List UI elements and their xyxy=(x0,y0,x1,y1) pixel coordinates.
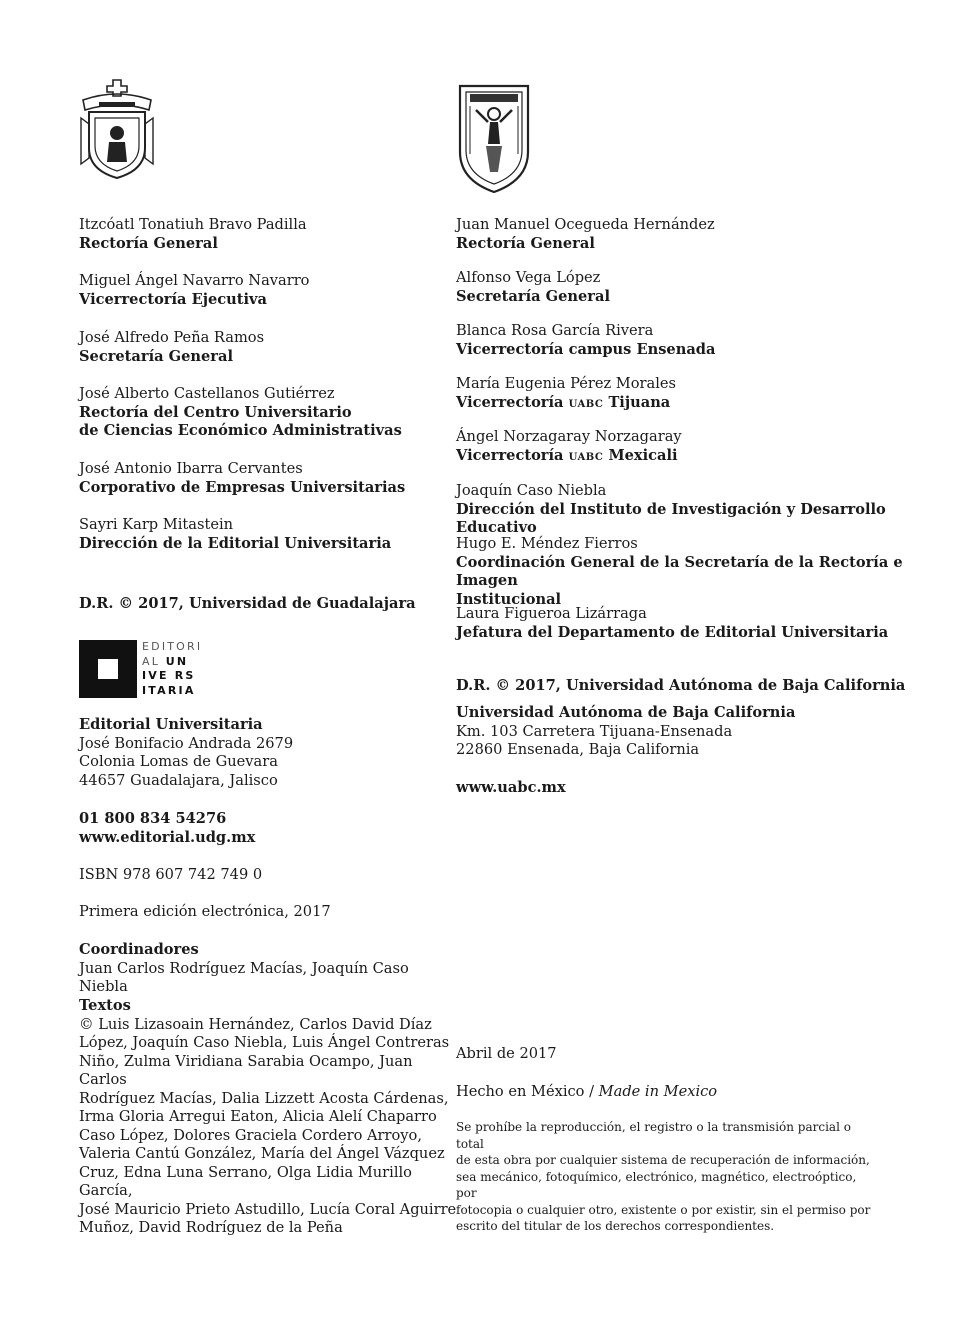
editorial-logo-text: EDITORI AL UN IVE RS ITARIA xyxy=(142,640,203,697)
authority-uabc-mexicali: Ángel Norzagaray Norzagaray Vicerrectoría uabc Mexicali xyxy=(456,428,682,464)
made-in: Hecho en México / Made in Mexico xyxy=(456,1083,718,1100)
edition: Primera edición electrónica, 2017 xyxy=(79,903,331,920)
authority-corporativo: José Antonio Ibarra Cervantes Corporativo de Empresas Universitarias xyxy=(79,460,406,496)
authority-secretario: José Alfredo Peña Ramos Secretaría General xyxy=(79,329,265,365)
editorial-square-icon xyxy=(79,640,137,698)
uabc-web: www.uabc.mx xyxy=(456,779,566,796)
uabc-address: Universidad Autónoma de Baja California Km. 103 Carretera Tijuana-Ensenada 22860 Ensenada, Baja California xyxy=(456,704,796,758)
authority-uabc-coordinacion: Hugo E. Méndez Fierros Coordinación General de la Secretaría de la Rectoría e Imagen Institucional xyxy=(456,535,903,608)
publication-date: Abril de 2017 xyxy=(456,1045,557,1062)
editorial-address: Editorial Universitaria José Bonifacio Andrada 2679 Colonia Lomas de Guevara 44657 Guadalajara, Jalisco xyxy=(79,716,294,789)
authority-uabc-rector: Juan Manuel Ocegueda Hernández Rectoría General xyxy=(456,216,715,252)
texts-credits: Textos © Luis Lizasoain Hernández, Carlos David Díaz López, Joaquín Caso Niebla, Luis Ángel Contreras Niño, Zulma Viridiana Sarabia Ocampo, Juan Carlos Rodríguez Macías, Dalia Lizzett Acosta Cárdenas, Irma Gloria Arregui Eaton, Alicia Alelí Chaparro Caso López, Dolores Graciela Cordero Arroyo, Valeria Cantú González, María del Ángel Vázquez Cruz, Edna Luna Serrano, Olga Lidia Murillo García, José Mauricio Prieto Astudillo, Lucía Coral Aguirre Muñoz, David Rodríguez de la Peña xyxy=(79,997,457,1236)
legal-notice: Se prohíbe la reproducción, el registro o la transmisión parcial o total de esta obra por cualquier sistema de recuperación de información, sea mecánico, fotoquímico, electrónico, magnético, electroóptico, por fotocopia o cualquier otro, existente o por existir, sin el permiso por escrito del titular de los derechos correspondientes. xyxy=(456,1120,871,1233)
udg-crest-icon xyxy=(79,78,155,180)
authority-uabc-tijuana: María Eugenia Pérez Morales Vicerrectoría uabc Tijuana xyxy=(456,375,677,411)
uabc-crest-icon xyxy=(456,82,532,194)
authority-rector: Itzcóatl Tonatiuh Bravo Padilla Rectoría General xyxy=(79,216,307,252)
authority-editorial: Sayri Karp Mitastein Dirección de la Editorial Universitaria xyxy=(79,516,392,552)
authority-uabc-editorial: Laura Figueroa Lizárraga Jefatura del Departamento de Editorial Universitaria xyxy=(456,605,889,641)
editorial-universitaria-logo xyxy=(79,640,209,698)
authority-uabc-secretario: Alfonso Vega López Secretaría General xyxy=(456,269,610,305)
authority-vicerrector: Miguel Ángel Navarro Navarro Vicerrectoría Ejecutiva xyxy=(79,272,310,308)
authority-uabc-ensenada: Blanca Rosa García Rivera Vicerrectoría campus Ensenada xyxy=(456,322,716,358)
authority-rector-cucea: José Alberto Castellanos Gutiérrez Rectoría del Centro Universitario de Ciencias Económico Administrativas xyxy=(79,385,402,439)
copyright-uabc: D.R. © 2017, Universidad Autónoma de Baja California xyxy=(456,677,906,694)
coordinators: Coordinadores Juan Carlos Rodríguez Macías, Joaquín Caso Niebla xyxy=(79,941,409,995)
editorial-contact: 01 800 834 54276 www.editorial.udg.mx xyxy=(79,810,256,846)
authority-uabc-iide: Joaquín Caso Niebla Dirección del Instituto de Investigación y Desarrollo Educativo xyxy=(456,482,886,536)
copyright-udg: D.R. © 2017, Universidad de Guadalajara xyxy=(79,595,416,612)
isbn: ISBN 978 607 742 749 0 xyxy=(79,866,263,883)
